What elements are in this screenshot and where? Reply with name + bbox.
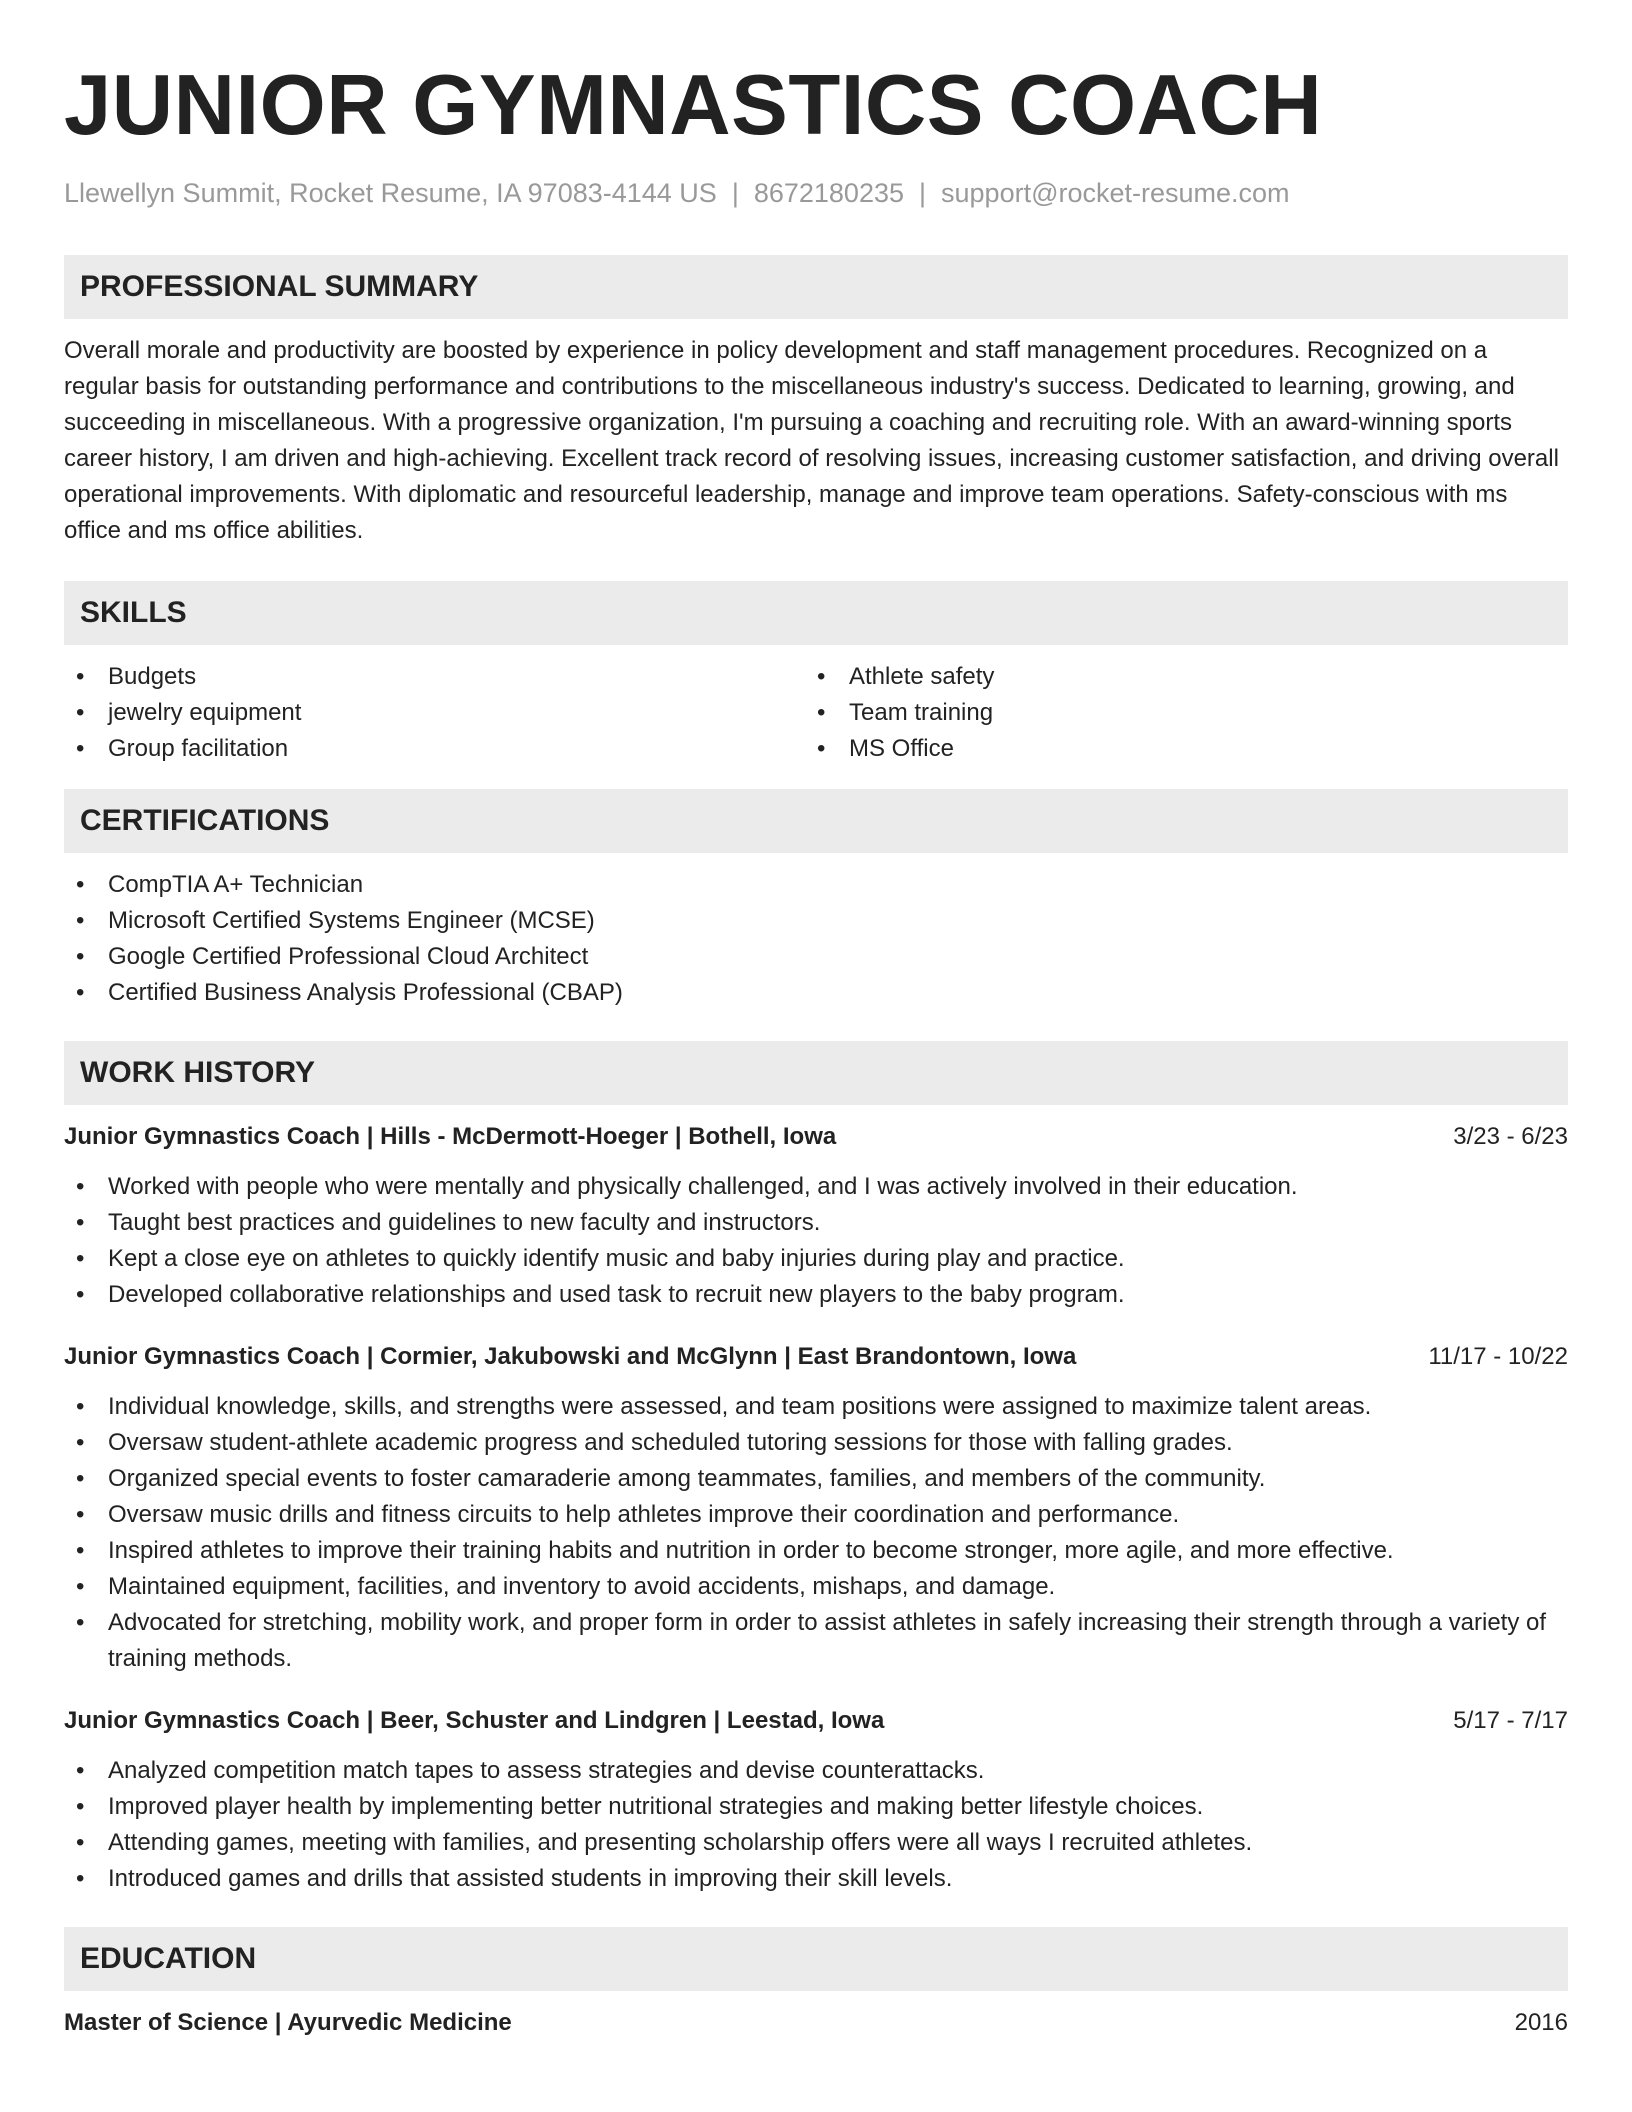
resume-title: JUNIOR GYMNASTICS COACH xyxy=(64,58,1323,153)
contact-address: Llewellyn Summit, Rocket Resume, IA 97083-4144 US xyxy=(64,178,717,208)
job-header xyxy=(64,1339,1568,1375)
job-bullet: • Developed collaborative relationships and used task to recruit new players to the baby program. xyxy=(64,1277,1568,1313)
job-bullet: • Maintained equipment, facilities, and inventory to avoid accidents, mishaps, and damage. xyxy=(64,1569,1568,1605)
job-bullet: • Inspired athletes to improve their training habits and nutrition in order to become stronger, more agile, and more effective. xyxy=(64,1533,1568,1569)
skill-item: • Group facilitation xyxy=(64,731,805,767)
job-bullet: • Improved player health by implementing better nutritional strategies and making better lifestyle choices. xyxy=(64,1789,1568,1825)
job-bullets xyxy=(64,1389,1568,1677)
job-bullets xyxy=(64,1169,1568,1313)
job-bullet: • Organized special events to foster camaraderie among teammates, families, and members of the community. xyxy=(64,1461,1568,1497)
job-header xyxy=(64,1703,1568,1739)
contact-email: support@rocket-resume.com xyxy=(941,178,1290,208)
contact-phone: 8672180235 xyxy=(753,178,904,208)
job-entry xyxy=(64,1703,1568,1897)
job-dates: 3/23 - 6/23 xyxy=(1453,1123,1568,1150)
certifications-section xyxy=(64,789,1568,1011)
job-bullet: • Oversaw student-athlete academic progress and scheduled tutoring sessions for those with falling grades. xyxy=(64,1425,1568,1461)
summary-heading: PROFESSIONAL SUMMARY xyxy=(64,255,1568,319)
contact-line xyxy=(64,178,1568,209)
job-header xyxy=(64,1119,1568,1155)
job-bullet: • Attending games, meeting with families, and presenting scholarship offers were all ways I recruited athletes. xyxy=(64,1825,1568,1861)
skill-item: • Athlete safety xyxy=(805,659,1546,695)
work-history-section xyxy=(64,1041,1568,1897)
certification-item: • CompTIA A+ Technician xyxy=(64,867,1568,903)
education-entry xyxy=(64,2005,1568,2041)
job-bullet: • Introduced games and drills that assisted students in improving their skill levels. xyxy=(64,1861,1568,1897)
skills-columns xyxy=(64,645,1568,767)
skills-heading: SKILLS xyxy=(64,581,1568,645)
contact-separator: | xyxy=(731,178,739,208)
education-heading: EDUCATION xyxy=(64,1927,1568,1991)
education-degree: Master of Science | Ayurvedic Medicine xyxy=(64,2009,512,2036)
job-bullet: • Analyzed competition match tapes to assess strategies and devise counterattacks. xyxy=(64,1753,1568,1789)
certifications-heading: CERTIFICATIONS xyxy=(64,789,1568,853)
education-year: 2016 xyxy=(1514,2009,1568,2036)
job-dates: 5/17 - 7/17 xyxy=(1453,1707,1568,1734)
skills-section xyxy=(64,581,1568,767)
certification-item: • Certified Business Analysis Professional (CBAP) xyxy=(64,975,1568,1011)
certification-item: • Microsoft Certified Systems Engineer (MCSE) xyxy=(64,903,1568,939)
contact-separator: | xyxy=(919,178,927,208)
job-bullet: • Advocated for stretching, mobility work, and proper form in order to assist athletes in safely increasing their strength through a variety of training methods. xyxy=(64,1605,1568,1677)
job-bullet: • Kept a close eye on athletes to quickly identify music and baby injuries during play and practice. xyxy=(64,1241,1568,1277)
summary-text: Overall morale and productivity are boosted by experience in policy development and staff management procedures. Recognized on a regular basis for outstanding performance and contributions to the miscellaneous industry's success. Dedicated to learning, growing, and succeeding in miscellaneous. With a progressive organization, I'm pursuing a coaching and recruiting role. With an award-winning sports career history, I am driven and high-achieving. Excellent track record of resolving issues, increasing customer satisfaction, and driving overall operational improvements. With diplomatic and resourceful leadership, manage and improve team operations. Safety-conscious with ms office and ms office abilities. xyxy=(64,337,1559,544)
job-dates: 11/17 - 10/22 xyxy=(1428,1343,1568,1370)
summary-section xyxy=(64,255,1568,549)
skill-item: • Budgets xyxy=(64,659,805,695)
education-section xyxy=(64,1927,1568,2041)
skill-item: • MS Office xyxy=(805,731,1546,767)
certification-item: • Google Certified Professional Cloud Architect xyxy=(64,939,1568,975)
job-bullet: • Worked with people who were mentally and physically challenged, and I was actively involved in their education. xyxy=(64,1169,1568,1205)
job-entry xyxy=(64,1339,1568,1677)
job-bullet: • Oversaw music drills and fitness circuits to help athletes improve their coordination and performance. xyxy=(64,1497,1568,1533)
skills-list-left xyxy=(64,659,805,767)
job-title: Junior Gymnastics Coach | Beer, Schuster and Lindgren | Leestad, Iowa xyxy=(64,1707,885,1734)
job-title: Junior Gymnastics Coach | Hills - McDermott-Hoeger | Bothell, Iowa xyxy=(64,1123,837,1150)
skill-item: • Team training xyxy=(805,695,1546,731)
work-history-heading: WORK HISTORY xyxy=(64,1041,1568,1105)
skills-list-right xyxy=(805,659,1546,767)
job-title: Junior Gymnastics Coach | Cormier, Jakubowski and McGlynn | East Brandontown, Iowa xyxy=(64,1343,1077,1370)
job-bullet: • Taught best practices and guidelines to new faculty and instructors. xyxy=(64,1205,1568,1241)
job-bullets xyxy=(64,1753,1568,1897)
certifications-list xyxy=(64,867,1568,1011)
skill-item: • jewelry equipment xyxy=(64,695,805,731)
job-bullet: • Individual knowledge, skills, and strengths were assessed, and team positions were assigned to maximize talent areas. xyxy=(64,1389,1568,1425)
job-entry xyxy=(64,1119,1568,1313)
